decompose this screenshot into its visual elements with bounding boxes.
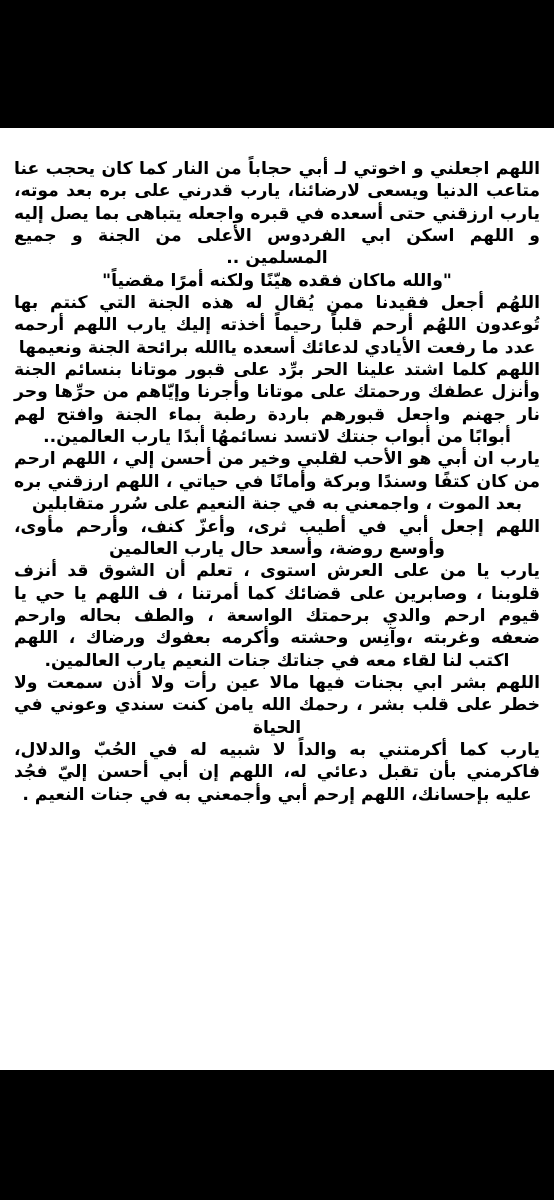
bottom-black-bar <box>0 1070 554 1200</box>
prayer-text <box>14 158 540 806</box>
paragraph: يارب ان أبي هو الأحب لقلبي وخير من أحسن إلي ، اللهم ارحم من كان كتفًا وسندًا وبركة وأمانًا في حياتي ، اللهم ارزقني بره بعد الموت ، واجمعني به في جنة النعيم على سُرر متقابلين <box>14 449 540 515</box>
paragraph: يارب يا من على العرش استوى ، تعلم أن الشوق قد أنزف قلوبنا ، وصابرين على قضائك كما أمرتنا ، ف اللهم يا حي يا قيوم ارحم والدي برحمتك الواسعة ، والطف بحاله وارحم ضعفه وغربته ،وآنِس وحشته وأكرمه بعفوك ورضاك ، اللهم اكتب لنا لقاء معه في جناتك جنات النعيم يارب العالمين. <box>14 561 540 671</box>
paragraph: "والله ماكان فقده هيّنًا ولكنه أمرًا مقضياً" <box>102 270 452 291</box>
paragraph: اللهم كلما اشتد علينا الحر برِّد على قبور موتانا بنسائم الجنة وأنزل عطفك ورحمتك على موتانا وأجرنا وإيّاهم من حرِّها وحر نار جهنم واجعل قبورهم باردة رطبة بماء الجنة وافتح لهم أبوابًا من أبواب جنتك لاتسد نسائمهُا أبدًا يارب العالمين.. <box>14 360 540 448</box>
paragraph: اللهم اجعلني و اخوتي لـ أبي حجاباً من النار كما كان يحجب عنا متاعب الدنيا ويسعى لارضائنا، يارب قدرني على بره بعد موته، يارب ارزقني حتى أسعده في قبره واجعله يتباهى بما يصل إليه و اللهم اسكن ابي الفردوس الأعلى من الجنة و جميع المسلمين .. <box>14 159 540 269</box>
paragraph: اللهُم أجعل فقيدنا ممن يُقال له هذه الجنة التي كنتم بها تُوعدون اللهُم أرحم قلباً رحيماً أخذته إليك يارب اللهم أرحمه عدد ما رفعت الأيادي لدعائك أسعده ياالله برائحة الجنة ونعيمها <box>14 293 540 358</box>
paragraph: اللهم بشر ابي بجنات فيها مالا عين رأت ولا أذن سمعت ولا خطر على قلب بشر ، رحمك الله يامن كنت سندي وعوني في الحياة <box>14 672 540 738</box>
paragraph: يارب كما أكرمتني به والداً لا شبيه له في الحُبّ والدلال، فاكرمني بأن تقبل دعائي له، اللهم إن أبي أحسن إليّ فجُد عليه بإحسانك، اللهم إرحم أبي وأجمعني به في جنات النعيم . <box>14 739 540 805</box>
paragraph: اللهم إجعل أبي في أطيب ثرى، وأعزّ كنف، وأرحم مأوى، وأوسع روضة، وأسعد حال يارب العالمين <box>14 516 540 559</box>
top-black-bar <box>0 0 554 128</box>
document-page <box>0 128 554 1070</box>
